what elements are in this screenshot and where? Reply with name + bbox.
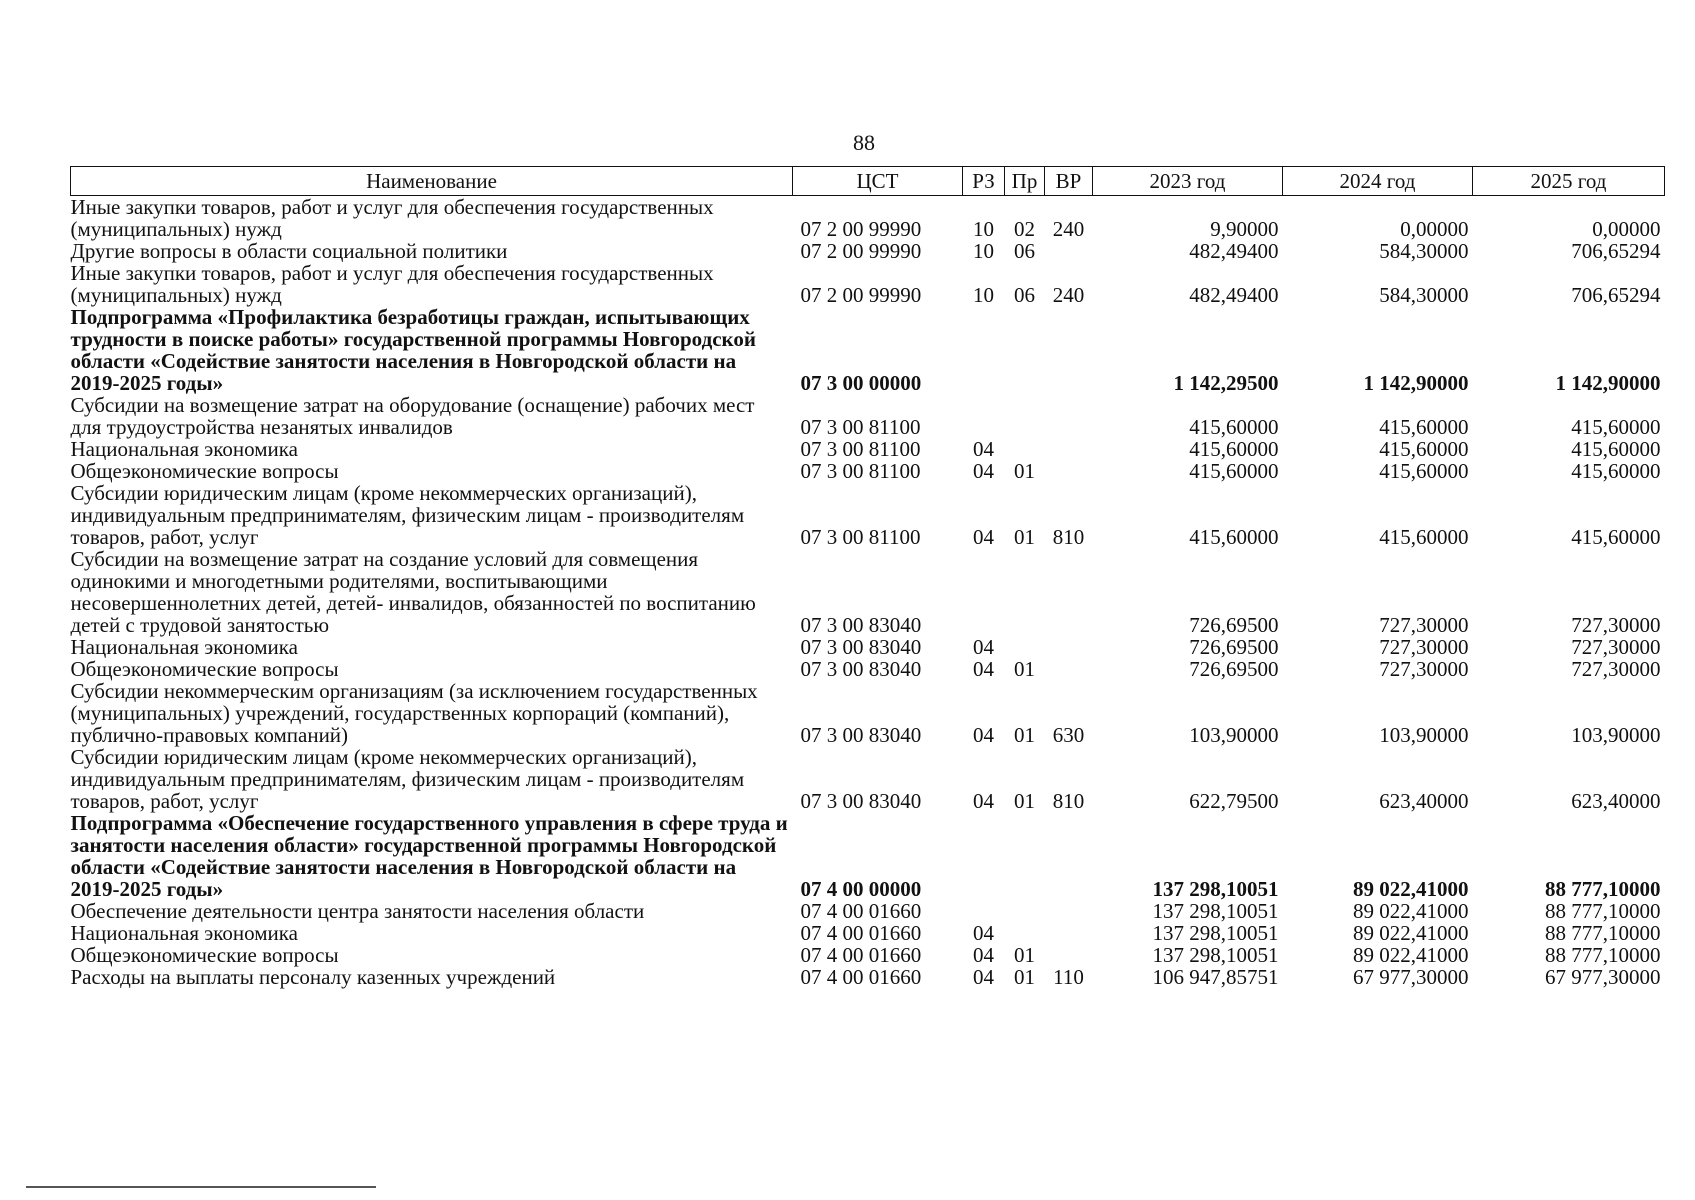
table-body	[71, 196, 1665, 989]
cell-vr	[1045, 548, 1093, 636]
cell-name: Национальная экономика	[70, 921, 298, 945]
cell-rz: 04	[973, 789, 994, 813]
cell-cst: 07 4 00 01660	[800, 899, 922, 923]
cell-2025: 727,30000	[1571, 635, 1661, 659]
cell-name: Общеэкономические вопросы	[70, 943, 339, 967]
cell-rz: 04	[973, 459, 994, 483]
cell-cst: 07 3 00 81100	[800, 525, 921, 549]
cell-2024: 727,30000	[1379, 657, 1469, 681]
cell-pr: 02	[1014, 217, 1035, 241]
cell-pr	[1005, 306, 1045, 394]
cell-2023: 622,79500	[1189, 789, 1279, 813]
cell-pr: 01	[1014, 459, 1035, 483]
cell-vr	[1045, 438, 1093, 460]
cell-name: Национальная экономика	[70, 635, 298, 659]
cell-2025: 706,65294	[1571, 283, 1661, 307]
cell-2025: 88 777,10000	[1545, 877, 1661, 901]
cell-cst: 07 2 00 99990	[800, 239, 922, 263]
cell-2023: 482,49400	[1189, 283, 1279, 307]
cell-pr: 06	[1014, 283, 1035, 307]
cell-2025: 103,90000	[1571, 723, 1661, 747]
cell-rz: 04	[973, 657, 994, 681]
cell-cst: 07 4 00 01660	[800, 965, 922, 989]
cell-2023: 9,90000	[1210, 217, 1279, 241]
cell-2023: 1 142,29500	[1173, 371, 1279, 395]
cell-2023: 137 298,10051	[1152, 943, 1279, 967]
cell-pr: 01	[1014, 943, 1035, 967]
table-row	[71, 922, 1665, 944]
cell-vr	[1045, 394, 1093, 438]
table-row	[71, 900, 1665, 922]
table-row	[71, 966, 1665, 988]
cell-2024: 103,90000	[1379, 723, 1469, 747]
cell-cst: 07 4 00 01660	[800, 943, 922, 967]
cell-rz: 04	[973, 921, 994, 945]
cell-2024: 89 022,41000	[1353, 943, 1469, 967]
cell-rz	[963, 900, 1005, 922]
header-2023: 2023 год	[1093, 167, 1283, 196]
cell-2024: 415,60000	[1379, 415, 1469, 439]
header-2024: 2024 год	[1283, 167, 1473, 196]
cell-rz: 04	[973, 525, 994, 549]
table-row	[71, 658, 1665, 680]
cell-rz: 04	[973, 965, 994, 989]
cell-vr	[1045, 460, 1093, 482]
table-row	[71, 636, 1665, 658]
header-pr: Пр	[1005, 167, 1045, 196]
cell-cst: 07 2 00 99990	[800, 217, 922, 241]
cell-vr	[1045, 944, 1093, 966]
cell-pr: 01	[1014, 789, 1035, 813]
cell-2025: 727,30000	[1571, 657, 1661, 681]
cell-name: Национальная экономика	[70, 437, 298, 461]
cell-rz: 04	[973, 437, 994, 461]
table-row	[71, 548, 1665, 636]
cell-2024: 623,40000	[1379, 789, 1469, 813]
cell-rz	[963, 394, 1005, 438]
cell-2025: 623,40000	[1571, 789, 1661, 813]
cell-pr	[1005, 812, 1045, 900]
cell-2023: 106 947,85751	[1152, 965, 1279, 989]
cell-name: Иные закупки товаров, работ и услуг для обеспечения государственных (муниципальных) нужд	[70, 195, 714, 241]
cell-vr: 810	[1052, 789, 1085, 813]
cell-2025: 706,65294	[1571, 239, 1661, 263]
cell-2023: 415,60000	[1189, 459, 1279, 483]
header-vr: ВР	[1045, 167, 1093, 196]
table-row	[71, 944, 1665, 966]
table-header-row	[71, 167, 1665, 196]
cell-pr	[1005, 394, 1045, 438]
cell-2025: 1 142,90000	[1555, 371, 1661, 395]
cell-pr	[1005, 922, 1045, 944]
cell-2024: 727,30000	[1379, 613, 1469, 637]
table-row	[71, 460, 1665, 482]
cell-2024: 415,60000	[1379, 437, 1469, 461]
cell-pr	[1005, 548, 1045, 636]
cell-rz: 04	[973, 943, 994, 967]
cell-cst: 07 3 00 00000	[800, 371, 922, 395]
cell-cst: 07 3 00 83040	[800, 723, 922, 747]
cell-name: Субсидии на возмещение затрат на создание условий для совмещения одинокими и многодетными родителями, воспитывающими несовершеннолетних детей, детей- инвалидов, обязанностей по воспитанию детей с трудовой занятостью	[70, 547, 756, 637]
cell-2025: 88 777,10000	[1545, 899, 1661, 923]
cell-2025: 0,00000	[1592, 217, 1661, 241]
cell-pr: 01	[1014, 525, 1035, 549]
table-row	[71, 196, 1665, 241]
cell-cst: 07 3 00 81100	[800, 459, 921, 483]
table-row	[71, 746, 1665, 812]
cell-cst: 07 3 00 83040	[800, 635, 922, 659]
cell-name: Субсидии юридическим лицам (кроме некоммерческих организаций), индивидуальным предпринимателям, физическим лицам - производителям товаров, работ, услуг	[70, 745, 745, 813]
cell-2024: 727,30000	[1379, 635, 1469, 659]
cell-vr: 240	[1052, 283, 1085, 307]
page-number: 88	[853, 130, 875, 155]
cell-name: Расходы на выплаты персоналу казенных учреждений	[70, 965, 556, 989]
cell-2023: 137 298,10051	[1152, 877, 1279, 901]
cell-vr	[1045, 636, 1093, 658]
cell-name: Общеэкономические вопросы	[70, 459, 339, 483]
cell-cst: 07 3 00 83040	[800, 613, 922, 637]
cell-name: Общеэкономические вопросы	[70, 657, 339, 681]
cell-2025: 67 977,30000	[1545, 965, 1661, 989]
table-row	[71, 812, 1665, 900]
table-row	[71, 438, 1665, 460]
cell-pr	[1005, 636, 1045, 658]
cell-2023: 726,69500	[1189, 613, 1279, 637]
cell-pr	[1005, 900, 1045, 922]
cell-name: Субсидии юридическим лицам (кроме некоммерческих организаций), индивидуальным предпринимателям, физическим лицам - производителям товаров, работ, услуг	[70, 481, 745, 549]
cell-2024: 89 022,41000	[1353, 921, 1469, 945]
cell-cst: 07 4 00 01660	[800, 921, 922, 945]
cell-rz: 04	[973, 635, 994, 659]
cell-pr: 01	[1014, 657, 1035, 681]
cell-cst: 07 3 00 81100	[800, 437, 921, 461]
cell-2023: 103,90000	[1189, 723, 1279, 747]
table-row	[71, 680, 1665, 746]
cell-rz: 10	[973, 217, 994, 241]
cell-2025: 415,60000	[1571, 415, 1661, 439]
cell-name: Другие вопросы в области социальной политики	[70, 239, 508, 263]
table-row	[71, 306, 1665, 394]
cell-2023: 415,60000	[1189, 437, 1279, 461]
cell-name: Подпрограмма «Обеспечение государственного управления в сфере труда и занятости населения области» государственной программы Новгородской области «Содействие занятости населения в Новгородской области на 2019-2025 годы»	[70, 811, 788, 901]
cell-vr: 630	[1052, 723, 1085, 747]
cell-rz	[963, 306, 1005, 394]
budget-table	[70, 166, 1665, 988]
header-rz: РЗ	[963, 167, 1005, 196]
cell-2023: 137 298,10051	[1152, 899, 1279, 923]
header-cst: ЦСТ	[793, 167, 963, 196]
cell-2024: 89 022,41000	[1353, 877, 1469, 901]
header-name: Наименование	[71, 167, 793, 196]
cell-2025: 415,60000	[1571, 437, 1661, 461]
cell-rz: 04	[973, 723, 994, 747]
cell-vr	[1045, 812, 1093, 900]
cell-vr: 240	[1052, 217, 1085, 241]
cell-vr	[1045, 306, 1093, 394]
cell-2024: 1 142,90000	[1363, 371, 1469, 395]
cell-cst: 07 3 00 81100	[800, 415, 921, 439]
cell-rz: 10	[973, 239, 994, 263]
cell-2025: 88 777,10000	[1545, 943, 1661, 967]
cell-vr	[1045, 658, 1093, 680]
cell-2025: 88 777,10000	[1545, 921, 1661, 945]
cell-name: Субсидии на возмещение затрат на оборудование (оснащение) рабочих мест для трудоустройства незанятых инвалидов	[70, 393, 755, 439]
cell-2024: 89 022,41000	[1353, 899, 1469, 923]
table-row	[71, 240, 1665, 262]
cell-2024: 0,00000	[1400, 217, 1469, 241]
cell-2023: 726,69500	[1189, 657, 1279, 681]
cell-2024: 67 977,30000	[1353, 965, 1469, 989]
table-row	[71, 394, 1665, 438]
cell-vr: 110	[1053, 965, 1084, 989]
cell-2025: 727,30000	[1571, 613, 1661, 637]
cell-rz	[963, 548, 1005, 636]
cell-pr: 01	[1014, 723, 1035, 747]
cell-name: Субсидии некоммерческим организациям (за исключением государственных (муниципальных) учреждений, государственных корпораций (компаний), публично-правовых компаний)	[70, 679, 758, 747]
cell-cst: 07 3 00 83040	[800, 657, 922, 681]
cell-2023: 482,49400	[1189, 239, 1279, 263]
footer-divider	[26, 1186, 376, 1188]
cell-vr	[1045, 240, 1093, 262]
cell-2024: 584,30000	[1379, 239, 1469, 263]
cell-rz	[963, 812, 1005, 900]
cell-name: Подпрограмма «Профилактика безработицы граждан, испытывающих трудности в поиске работы» государственной программы Новгородской области «Содействие занятости населения в Новгородской области на 2019-2025 годы»	[70, 305, 756, 395]
cell-pr: 06	[1014, 239, 1035, 263]
cell-2023: 726,69500	[1189, 635, 1279, 659]
cell-2024: 415,60000	[1379, 459, 1469, 483]
cell-cst: 07 4 00 00000	[800, 877, 922, 901]
table-row	[71, 482, 1665, 548]
table-row	[71, 262, 1665, 306]
cell-name: Обеспечение деятельности центра занятости населения области	[70, 899, 645, 923]
cell-2023: 415,60000	[1189, 415, 1279, 439]
cell-name: Иные закупки товаров, работ и услуг для обеспечения государственных (муниципальных) нужд	[70, 261, 714, 307]
cell-2025: 415,60000	[1571, 525, 1661, 549]
cell-2024: 415,60000	[1379, 525, 1469, 549]
cell-2023: 415,60000	[1189, 525, 1279, 549]
cell-2023: 137 298,10051	[1152, 921, 1279, 945]
cell-pr: 01	[1014, 965, 1035, 989]
cell-vr	[1045, 922, 1093, 944]
cell-2024: 584,30000	[1379, 283, 1469, 307]
cell-pr	[1005, 438, 1045, 460]
cell-vr	[1045, 900, 1093, 922]
cell-2025: 415,60000	[1571, 459, 1661, 483]
header-2025: 2025 год	[1473, 167, 1665, 196]
cell-cst: 07 3 00 83040	[800, 789, 922, 813]
cell-cst: 07 2 00 99990	[800, 283, 922, 307]
cell-vr: 810	[1052, 525, 1085, 549]
cell-rz: 10	[973, 283, 994, 307]
